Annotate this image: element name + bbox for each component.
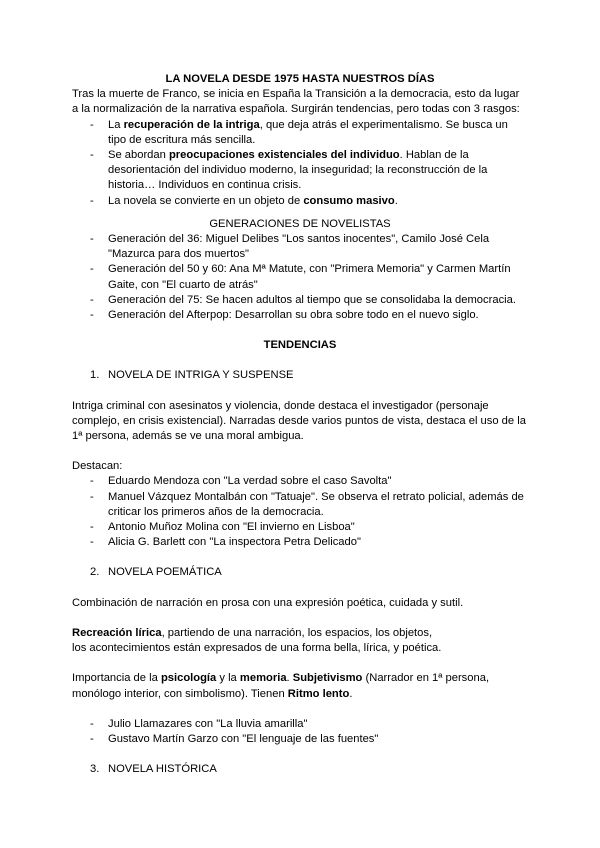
intriga-paragraph: Intriga criminal con asesinatos y violencia, donde destaca el investigador (personaje complejo, en crisis existencial). Narradas desde varios puntos de vista, destaca el uso de la 1ª persona, además se ve una moral ambigua.	[72, 399, 526, 443]
list-item: - Eduardo Mendoza con "La verdad sobre el caso Savolta"	[72, 474, 528, 489]
poematica-paragraph-3: Importancia de la psicología y la memoria. Subjetivismo (Narrador en 1ª persona, monólogo interior, con simbolismo). Tienen Ritmo lento.	[72, 672, 490, 700]
document-page	[72, 72, 528, 777]
intro-paragraph: Tras la muerte de Franco, se inicia en España la Transición a la democracia, esto da lugar a la normalización de la narrativa española. Surgirán tendencias, pero todas con 3 rasgos:	[72, 88, 520, 116]
poematica-paragraph-1: Combinación de narración en prosa con una expresión poética, cuidada y sutil.	[72, 596, 464, 609]
list-item: - La novela se convierte en un objeto de consumo masivo.	[72, 194, 528, 209]
document-title: LA NOVELA DESDE 1975 HASTA NUESTROS DÍAS	[165, 73, 435, 85]
list-item: - Julio Llamazares con "La lluvia amarilla"	[72, 717, 528, 732]
list-item: - Generación del Afterpop: Desarrollan su obra sobre todo en el nuevo siglo.	[72, 308, 528, 323]
list-item: - Manuel Vázquez Montalbán con "Tatuaje". Se observa el retrato policial, además de criticar los primeros años de la democracia.	[72, 490, 528, 520]
list-item: - Gustavo Martín Garzo con "El lenguaje de las fuentes"	[72, 732, 528, 747]
section-heading-intriga: 1. NOVELA DE INTRIGA Y SUSPENSE	[90, 369, 294, 382]
section-heading-historica: 3. NOVELA HISTÓRICA	[90, 763, 217, 776]
generaciones-list	[72, 232, 528, 323]
list-item: - Se abordan preocupaciones existenciales del individuo. Hablan de la desorientación del individuo moderno, la inseguridad; la reconstrucción de la historia… Individuos en continua crisis.	[72, 148, 528, 194]
section-heading-poematica: 2. NOVELA POEMÁTICA	[90, 566, 222, 579]
intriga-authors-list	[72, 474, 528, 550]
list-item: - La recuperación de la intriga, que deja atrás el experimentalismo. Se busca un tipo de escritura más sencilla.	[72, 118, 528, 148]
rasgos-list	[72, 118, 528, 209]
list-item: - Alicia G. Barlett con "La inspectora Petra Delicado"	[72, 535, 528, 550]
generaciones-heading: GENERACIONES DE NOVELISTAS	[209, 217, 391, 230]
list-item: - Generación del 75: Se hacen adultos al tiempo que se consolidaba la democracia.	[72, 293, 528, 308]
destacan-label: Destacan:	[72, 460, 123, 473]
list-item: - Generación del 50 y 60: Ana Mª Matute, con "Primera Memoria" y Carmen Martín Gaite, con "El cuarto de atrás"	[72, 262, 528, 292]
tendencias-heading: TENDENCIAS	[263, 339, 337, 352]
poematica-paragraph-2: Recreación lírica, partiendo de una narración, los espacios, los objetos, los acontecimientos están expresados de una forma bella, lírica, y poética.	[72, 626, 442, 655]
list-item: - Antonio Muñoz Molina con "El invierno en Lisboa"	[72, 520, 528, 535]
poematica-authors-list	[72, 717, 528, 747]
list-item: - Generación del 36: Miguel Delibes "Los santos inocentes", Camilo José Cela "Mazurca para dos muertos"	[72, 232, 528, 262]
